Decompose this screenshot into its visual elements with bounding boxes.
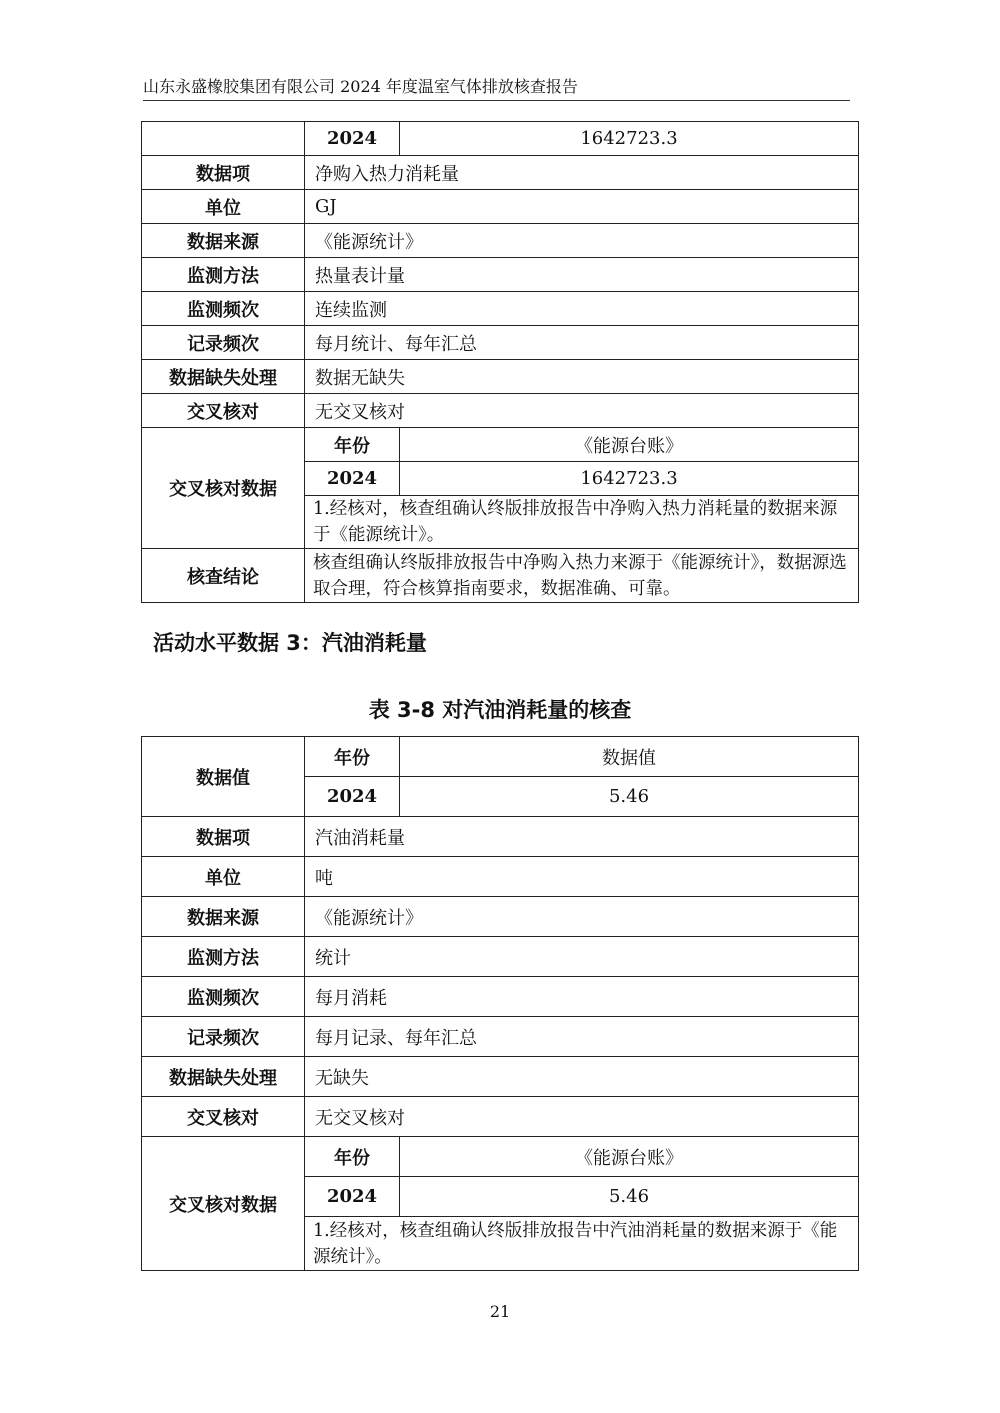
row-label: 记录频次 [142, 326, 305, 360]
table-row [142, 817, 859, 857]
table-row [142, 937, 859, 977]
page-number: 21 [489, 1302, 511, 1321]
row-label: 交叉核对 [142, 1097, 305, 1137]
year-cell: 2024 [305, 1177, 400, 1217]
table-row [142, 224, 859, 258]
gasoline-consumption-table [141, 736, 859, 1271]
year-cell: 2024 [305, 122, 400, 156]
row-label: 数据值 [142, 737, 305, 817]
row-value: 《能源统计》 [305, 224, 859, 258]
column-header: 年份 [305, 1137, 400, 1177]
row-label: 数据缺失处理 [142, 360, 305, 394]
table-row [142, 1017, 859, 1057]
row-label: 监测方法 [142, 258, 305, 292]
value-cell: 5.46 [400, 1177, 859, 1217]
column-header: 《能源台账》 [400, 428, 859, 462]
column-header: 《能源台账》 [400, 1137, 859, 1177]
row-label: 监测方法 [142, 937, 305, 977]
row-label: 交叉核对数据 [142, 1137, 305, 1271]
row-label: 数据缺失处理 [142, 1057, 305, 1097]
row-label: 交叉核对数据 [142, 428, 305, 549]
value-cell: 5.46 [400, 777, 859, 817]
value-cell: 1642723.3 [400, 462, 859, 496]
year-cell: 2024 [305, 777, 400, 817]
row-value: 每月记录、每年汇总 [305, 1017, 859, 1057]
table-caption: 表 3-8 对汽油消耗量的核查 [368, 698, 632, 722]
table-row [142, 737, 859, 777]
table-row [142, 122, 859, 156]
row-value: 无交叉核对 [305, 1097, 859, 1137]
row-label: 监测频次 [142, 292, 305, 326]
row-label: 监测频次 [142, 977, 305, 1017]
row-label: 记录频次 [142, 1017, 305, 1057]
row-label: 单位 [142, 857, 305, 897]
section-title: 活动水平数据 3：汽油消耗量 [153, 631, 427, 655]
table-row [142, 549, 859, 603]
row-label: 核查结论 [142, 549, 305, 603]
blank-cell [142, 122, 305, 156]
table-row [142, 360, 859, 394]
conclusion-text: 核查组确认终版排放报告中净购入热力来源于《能源统计》，数据源选取合理，符合核算指南要求，数据准确、可靠。 [305, 549, 859, 603]
row-value: 《能源统计》 [305, 897, 859, 937]
row-value: 无交叉核对 [305, 394, 859, 428]
table-row [142, 394, 859, 428]
table-row [142, 190, 859, 224]
column-header: 年份 [305, 737, 400, 777]
row-value: 热量表计量 [305, 258, 859, 292]
table-row [142, 1097, 859, 1137]
value-cell: 1642723.3 [400, 122, 859, 156]
row-label: 交叉核对 [142, 394, 305, 428]
row-value: 净购入热力消耗量 [305, 156, 859, 190]
year-cell: 2024 [305, 462, 400, 496]
table-row [142, 897, 859, 937]
column-header: 数据值 [400, 737, 859, 777]
row-value: 每月统计、每年汇总 [305, 326, 859, 360]
row-value: 统计 [305, 937, 859, 977]
row-value: 无缺失 [305, 1057, 859, 1097]
row-value: 数据无缺失 [305, 360, 859, 394]
column-header: 年份 [305, 428, 400, 462]
row-value: 吨 [305, 857, 859, 897]
table-row [142, 1057, 859, 1097]
note-cell: 1.经核对，核查组确认终版排放报告中汽油消耗量的数据来源于《能源统计》。 [305, 1217, 859, 1271]
table-row [142, 428, 859, 462]
row-value: 汽油消耗量 [305, 817, 859, 857]
table-row [142, 326, 859, 360]
table-row [142, 857, 859, 897]
row-label: 数据来源 [142, 897, 305, 937]
heat-consumption-table [141, 121, 859, 603]
table-row [142, 977, 859, 1017]
note-cell: 1.经核对，核查组确认终版排放报告中净购入热力消耗量的数据来源于《能源统计》。 [305, 496, 859, 549]
row-value: GJ [305, 190, 859, 224]
table-row [142, 1137, 859, 1177]
row-value: 连续监测 [305, 292, 859, 326]
row-label: 数据来源 [142, 224, 305, 258]
row-label: 数据项 [142, 817, 305, 857]
row-label: 数据项 [142, 156, 305, 190]
table-row [142, 156, 859, 190]
table-row [142, 292, 859, 326]
row-label: 单位 [142, 190, 305, 224]
row-value: 每月消耗 [305, 977, 859, 1017]
table-row [142, 258, 859, 292]
page-header: 山东永盛橡胶集团有限公司 2024 年度温室气体排放核查报告 [143, 74, 850, 101]
